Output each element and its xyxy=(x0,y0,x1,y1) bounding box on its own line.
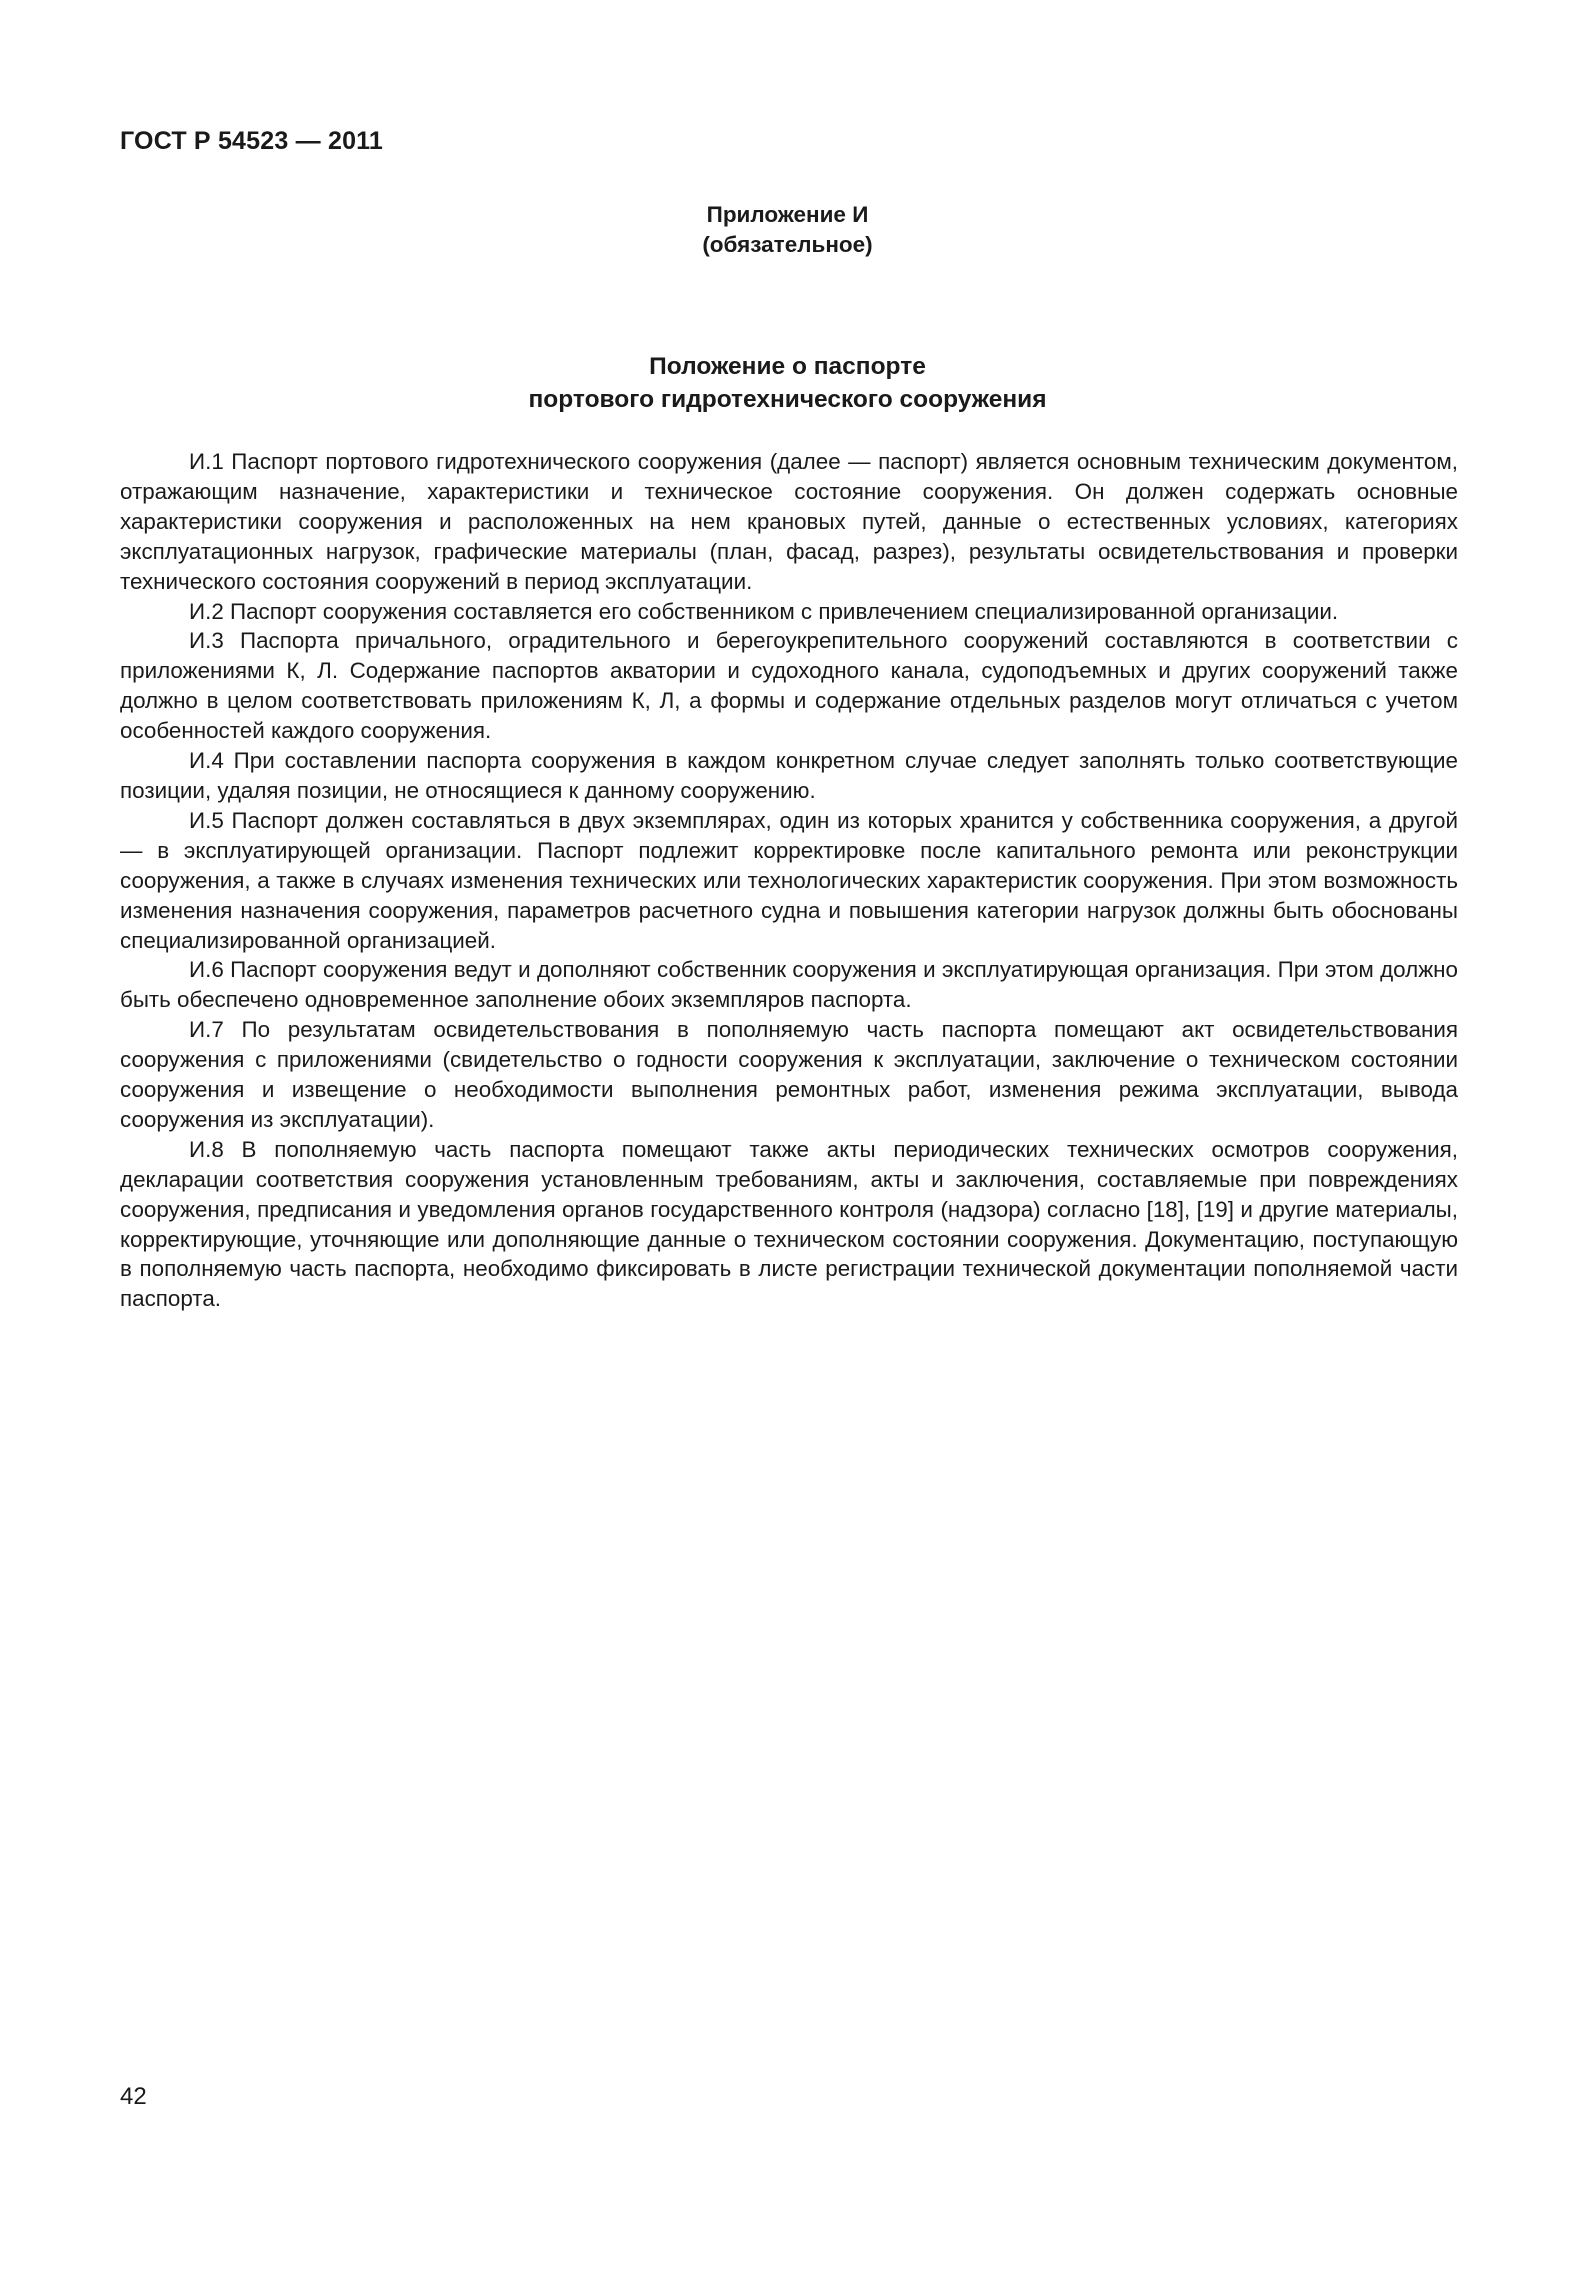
paragraph-i1: И.1 Паспорт портового гидротехнического сооружения (далее — паспорт) является основным техническим документом, отражающим назначение, характеристики и техническое состояние сооружения. Он должен содержать основные характеристики сооружения и расположенных на нем крановых путей, данные о естественных условиях, категориях эксплуатационных нагрузок, графические материалы (план, фасад, разрез), результаты освидетельствования и проверки технического состояния сооружений в период эксплуатации. xyxy=(120,449,1458,594)
section-title-line1: Положение о паспорте xyxy=(649,353,926,380)
paragraph-i4: И.4 При составлении паспорта сооружения в каждом конкретном случае следует заполнять только соответствующие позиции, удаляя позиции, не относящиеся к данному сооружению. xyxy=(120,748,1458,803)
body-text xyxy=(120,447,1458,1314)
paragraph-i7: И.7 По результатам освидетельствования в пополняемую часть паспорта помещают акт освидетельствования сооружения с приложениями (свидетельство о годности сооружения к эксплуатации, заключение о техническом состоянии сооружения и извещение о необходимости выполнения ремонтных работ, изменения режима эксплуатации, вывода сооружения из эксплуатации). xyxy=(120,1017,1458,1132)
paragraph-i8: И.8 В пополняемую часть паспорта помещают также акты периодических технических осмотров сооружения, декларации соответствия сооружения установленным требованиям, акты и заключения, составляемые при повреждениях сооружения, предписания и уведомления органов государственного контроля (надзора) согласно [18], [19] и другие материалы, корректирующие, уточняющие или дополняющие данные о техническом состоянии сооружения. Документацию, поступающую в пополняемую часть паспорта, необходимо фиксировать в листе регистрации технической документации пополняемой части паспорта. xyxy=(120,1136,1458,1312)
paragraph-i2: И.2 Паспорт сооружения составляется его собственником с привлечением специализированной организации. xyxy=(189,598,1339,624)
page-number: 42 xyxy=(120,2083,147,2110)
paragraph-i5: И.5 Паспорт должен составляться в двух экземплярах, один из которых хранится у собственника сооружения, а другой — в эксплуатирующей организации. Паспорт подлежит корректировке после капитального ремонта или реконструкции сооружения, а также в случаях изменения технических или технологических характеристик сооружения. При этом возможность изменения назначения сооружения, параметров расчетного судна и повышения категории нагрузок должны быть обоснованы специализированной организацией. xyxy=(120,807,1458,953)
section-title xyxy=(0,350,1575,416)
paragraph-i6: И.6 Паспорт сооружения ведут и дополняют собственник сооружения и эксплуатирующая организация. При этом должно быть обеспечено одновременное заполнение обоих экземпляров паспорта. xyxy=(120,957,1458,1013)
standard-code: ГОСТ Р 54523 — 2011 xyxy=(120,127,384,155)
annex-status: (обязательное) xyxy=(702,232,873,257)
annex-title: Приложение И xyxy=(706,202,869,227)
annex-heading xyxy=(0,200,1575,260)
paragraph-i3: И.3 Паспорта причального, оградительного и берегоукрепительного сооружений составляются в соответствии с приложениями К, Л. Содержание паспортов акватории и судоходного канала, судоподъемных и других сооружений также должно в целом соответствовать приложениям К, Л, а формы и содержание отдельных разделов могут отличаться с учетом особенностей каждого сооружения. xyxy=(120,628,1458,744)
section-title-line2: портового гидротехнического сооружения xyxy=(528,386,1047,413)
